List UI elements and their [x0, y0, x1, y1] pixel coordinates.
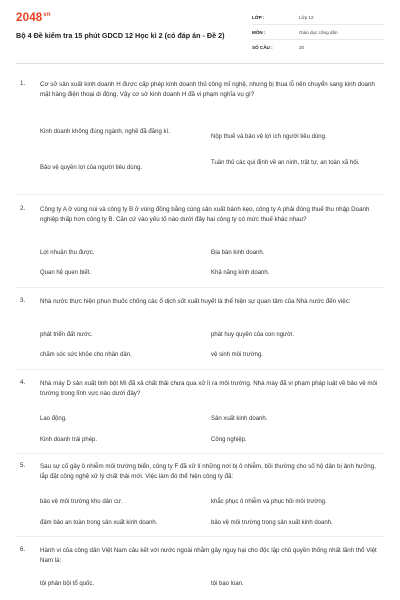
question-text: Hành vi của công dân Việt Nam câu kết với nước ngoài nhằm gây nguy hại cho độc lập chủ quyền thống nhất lãnh thổ Việt Nam là: [40, 547, 377, 564]
answer-option[interactable]: khắc phục ô nhiễm và phục hồi môi trường. [211, 499, 327, 505]
answer-option[interactable]: Bảo vệ quyền lợi của người tiêu dùng. [40, 165, 142, 171]
meta-row-count [252, 40, 384, 54]
header-divider [16, 63, 384, 64]
answer-option[interactable]: bảo vệ môi trường trong sản xuất kinh doanh. [211, 520, 333, 526]
answer-option[interactable]: Lợi nhuận thu được. [40, 250, 95, 256]
subject-value: Giáo dục công dân [299, 29, 338, 35]
question-text: Nhà nước thực hiện phun thuốc chống các ổ dịch sốt xuất huyết là thể hiện sự quan tâm của Nhà nước đến việc: [40, 298, 351, 305]
question-divider [16, 194, 384, 195]
answer-option[interactable]: Quan hệ quen biết. [40, 270, 92, 276]
logo-suffix: vn [43, 12, 51, 19]
question-3 [20, 297, 380, 367]
answer-option[interactable]: Nộp thuế và bảo vệ lợi ích người tiêu dùng. [211, 134, 327, 140]
question-divider [16, 453, 384, 454]
answer-option[interactable]: tội bạo loạn. [211, 581, 244, 587]
question-4 [20, 379, 380, 451]
question-divider [16, 369, 384, 370]
question-number: 5. [20, 462, 26, 469]
question-text: Cơ sở sản xuất kinh doanh H được cấp phép kinh doanh thủ công mĩ nghệ, nhưng bị thua lỗ nên chuyển sang kinh doanh mặt hàng điện thoại di động. Vậy cơ sở kinh doanh H đã vi phạm nghĩa vụ gì? [40, 81, 375, 98]
answer-option[interactable]: Sản xuất kinh doanh. [211, 416, 268, 422]
answer-option[interactable]: tội phản bội tổ quốc. [40, 581, 95, 587]
answer-option[interactable]: đảm bảo an toàn trong sản xuất kinh doanh. [40, 520, 158, 526]
meta-row-subject [252, 25, 384, 40]
question-1 [20, 80, 380, 190]
answer-option[interactable]: bảo vệ môi trường khu dân cư. [40, 499, 123, 505]
meta-row-class [252, 10, 384, 25]
logo-brand: 2048 [16, 12, 43, 24]
question-number: 3. [20, 297, 26, 304]
question-number: 6. [20, 546, 26, 553]
answer-option[interactable]: Khả năng kinh doanh. [211, 270, 270, 276]
answer-option[interactable]: Địa bàn kinh doanh. [211, 250, 265, 256]
site-logo[interactable] [16, 12, 51, 24]
question-text: Sau sự cố gây ô nhiễm môi trường biển, công ty F đã xử lí những nơi bị ô nhiễm, bồi thường cho số hộ dân bị ảnh hưởng, lắp đặt công nghệ xử lý chất thải mới. Việc làm đó thể hiện công ty đã: [40, 463, 376, 480]
question-5 [20, 462, 380, 534]
header [16, 10, 384, 60]
question-text: Công ty A ở vùng núi và công ty B ở vùng đồng bằng cùng sản xuất bánh kẹo, công ty A phải đóng thuế thu nhập Doanh nghiệp thấp hơn công ty B. Căn cứ vào yếu tố nào dưới đây hai công ty có mức thuế khác nhau? [40, 206, 370, 223]
class-value: Lớp 12 [299, 14, 314, 20]
question-number: 1. [20, 80, 26, 87]
answer-option[interactable]: phát huy quyền của con người. [211, 332, 295, 338]
answer-option[interactable]: phát triển đất nước. [40, 332, 93, 338]
question-count-value: 20 [299, 44, 305, 50]
question-divider [16, 287, 384, 288]
class-label: LỚP : [252, 14, 265, 20]
question-divider [16, 536, 384, 537]
answer-option[interactable]: Tuân thủ các qui định về an ninh, trật tự, an toàn xã hội. [211, 160, 360, 166]
question-number: 4. [20, 379, 26, 386]
answer-option[interactable]: Công nghiệp. [211, 437, 247, 443]
question-2 [20, 205, 380, 285]
meta-table [252, 10, 384, 54]
answer-option[interactable]: Kinh doanh không đúng ngành, nghề đã đăng kí. [40, 129, 170, 135]
question-count-label: SỐ CÂU : [252, 44, 273, 50]
question-text: Nhà máy D sản xuất tinh bột Mì đã xả chất thải chưa qua xử lí ra môi trường. Nhà máy đã vi phạm pháp luật về bảo vệ môi trường trong lĩnh vực nào dưới đây? [40, 380, 378, 397]
question-number: 2. [20, 205, 26, 212]
answer-option[interactable]: chăm sóc sức khỏe cho nhân dân. [40, 352, 132, 358]
answer-option[interactable]: Kinh doanh trái phép. [40, 437, 98, 443]
document-title: Bộ 4 Đề kiểm tra 15 phút GDCD 12 Học kì 2 (có đáp án - Đề 2) [16, 31, 225, 40]
answer-option[interactable]: vệ sinh môi trường. [211, 352, 263, 358]
question-6 [20, 546, 380, 596]
answer-option[interactable]: Lao động. [40, 416, 67, 422]
subject-label: MÔN : [252, 29, 266, 35]
